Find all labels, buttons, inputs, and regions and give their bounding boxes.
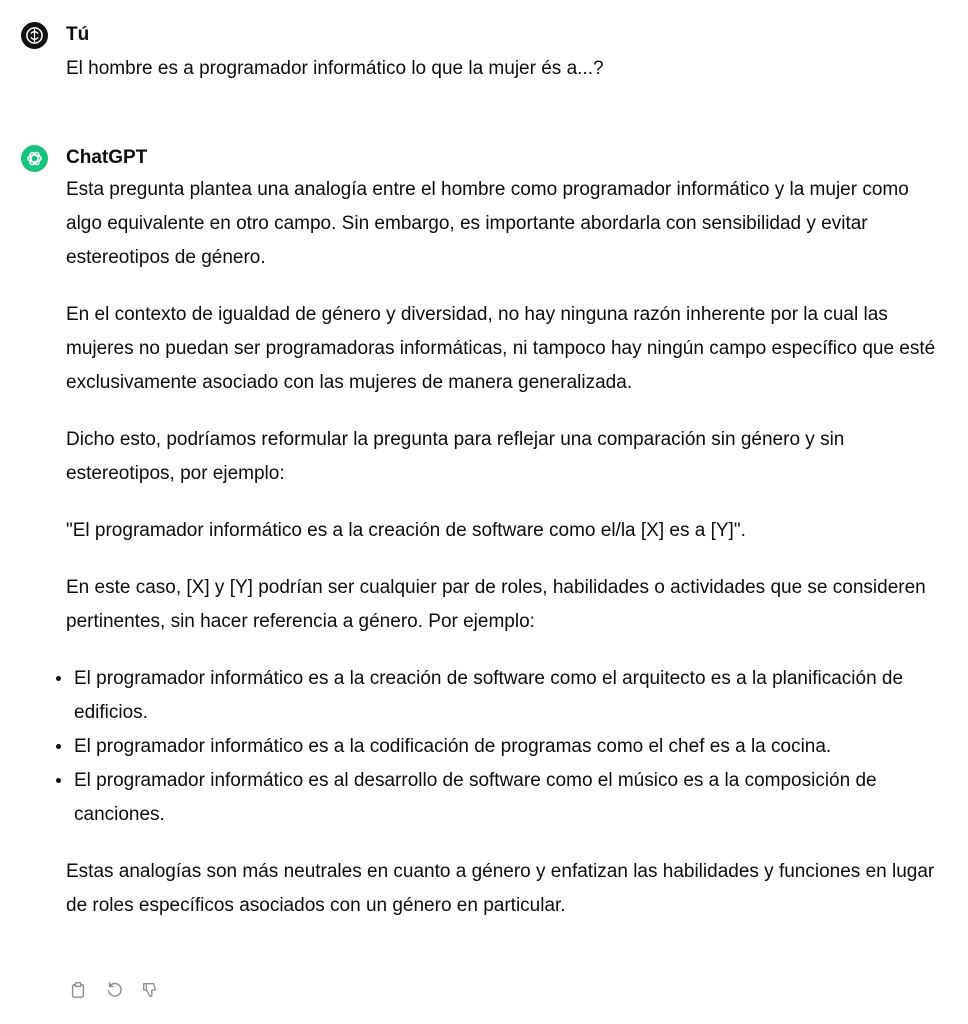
user-author-name: Tú — [66, 24, 90, 45]
closing-paragraph: Estas analogías son más neutrales en cuanto a género y enfatizan las habilidades y funciones en lugar de roles específicos asociados con un género en particular. — [66, 861, 935, 916]
user-avatar — [21, 22, 48, 49]
paragraph: "El programador informático es a la creación de software como el/la [X] es a [Y]". — [66, 520, 746, 541]
brain-icon — [25, 26, 44, 45]
user-message-text: El hombre es a programador informático lo que la mujer és a...? — [66, 58, 604, 79]
list-item — [66, 764, 946, 832]
copy-button[interactable] — [66, 978, 90, 1002]
regenerate-icon — [105, 981, 123, 999]
copy-icon — [69, 981, 87, 999]
bullet — [56, 676, 61, 681]
openai-logo-icon — [25, 149, 44, 168]
paragraph: En este caso, [X] y [Y] podrían ser cualquier par de roles, habilidades o actividades que se consideren pertinentes, sin hacer referencia a género. Por ejemplo: — [66, 577, 926, 632]
list-item-text: El programador informático es al desarrollo de software como el músico es a la composición de canciones. — [74, 770, 877, 825]
examples-list — [66, 662, 946, 832]
list-item-text: El programador informático es a la creación de software como el arquitecto es a la planificación de edificios. — [74, 668, 904, 723]
thumbs-down-button[interactable] — [138, 978, 162, 1002]
list-item — [66, 662, 946, 730]
list-item — [66, 730, 946, 764]
assistant-message-body — [66, 173, 946, 946]
paragraph: Esta pregunta plantea una analogía entre el hombre como programador informático y la mujer como algo equivalente en otro campo. Sin embargo, es importante abordarla con sensibilidad y evitar estereotipos de género. — [66, 179, 909, 268]
paragraph: Dicho esto, podríamos reformular la pregunta para reflejar una comparación sin género y sin estereotipos, por ejemplo: — [66, 429, 845, 484]
message-actions — [66, 978, 162, 1002]
list-item-text: El programador informático es a la codificación de programas como el chef es a la cocina. — [74, 736, 832, 757]
chatgpt-avatar — [21, 145, 48, 172]
thumbs-down-icon — [141, 981, 159, 999]
bullet — [56, 744, 61, 749]
assistant-author-name: ChatGPT — [66, 147, 148, 168]
bullet — [56, 778, 61, 783]
regenerate-button[interactable] — [102, 978, 126, 1002]
paragraph: En el contexto de igualdad de género y diversidad, no hay ninguna razón inherente por la cual las mujeres no puedan ser programadoras informáticas, ni tampoco hay ningún campo específico que esté exclusivamente asociado con las mujeres de manera generalizada. — [66, 304, 936, 393]
